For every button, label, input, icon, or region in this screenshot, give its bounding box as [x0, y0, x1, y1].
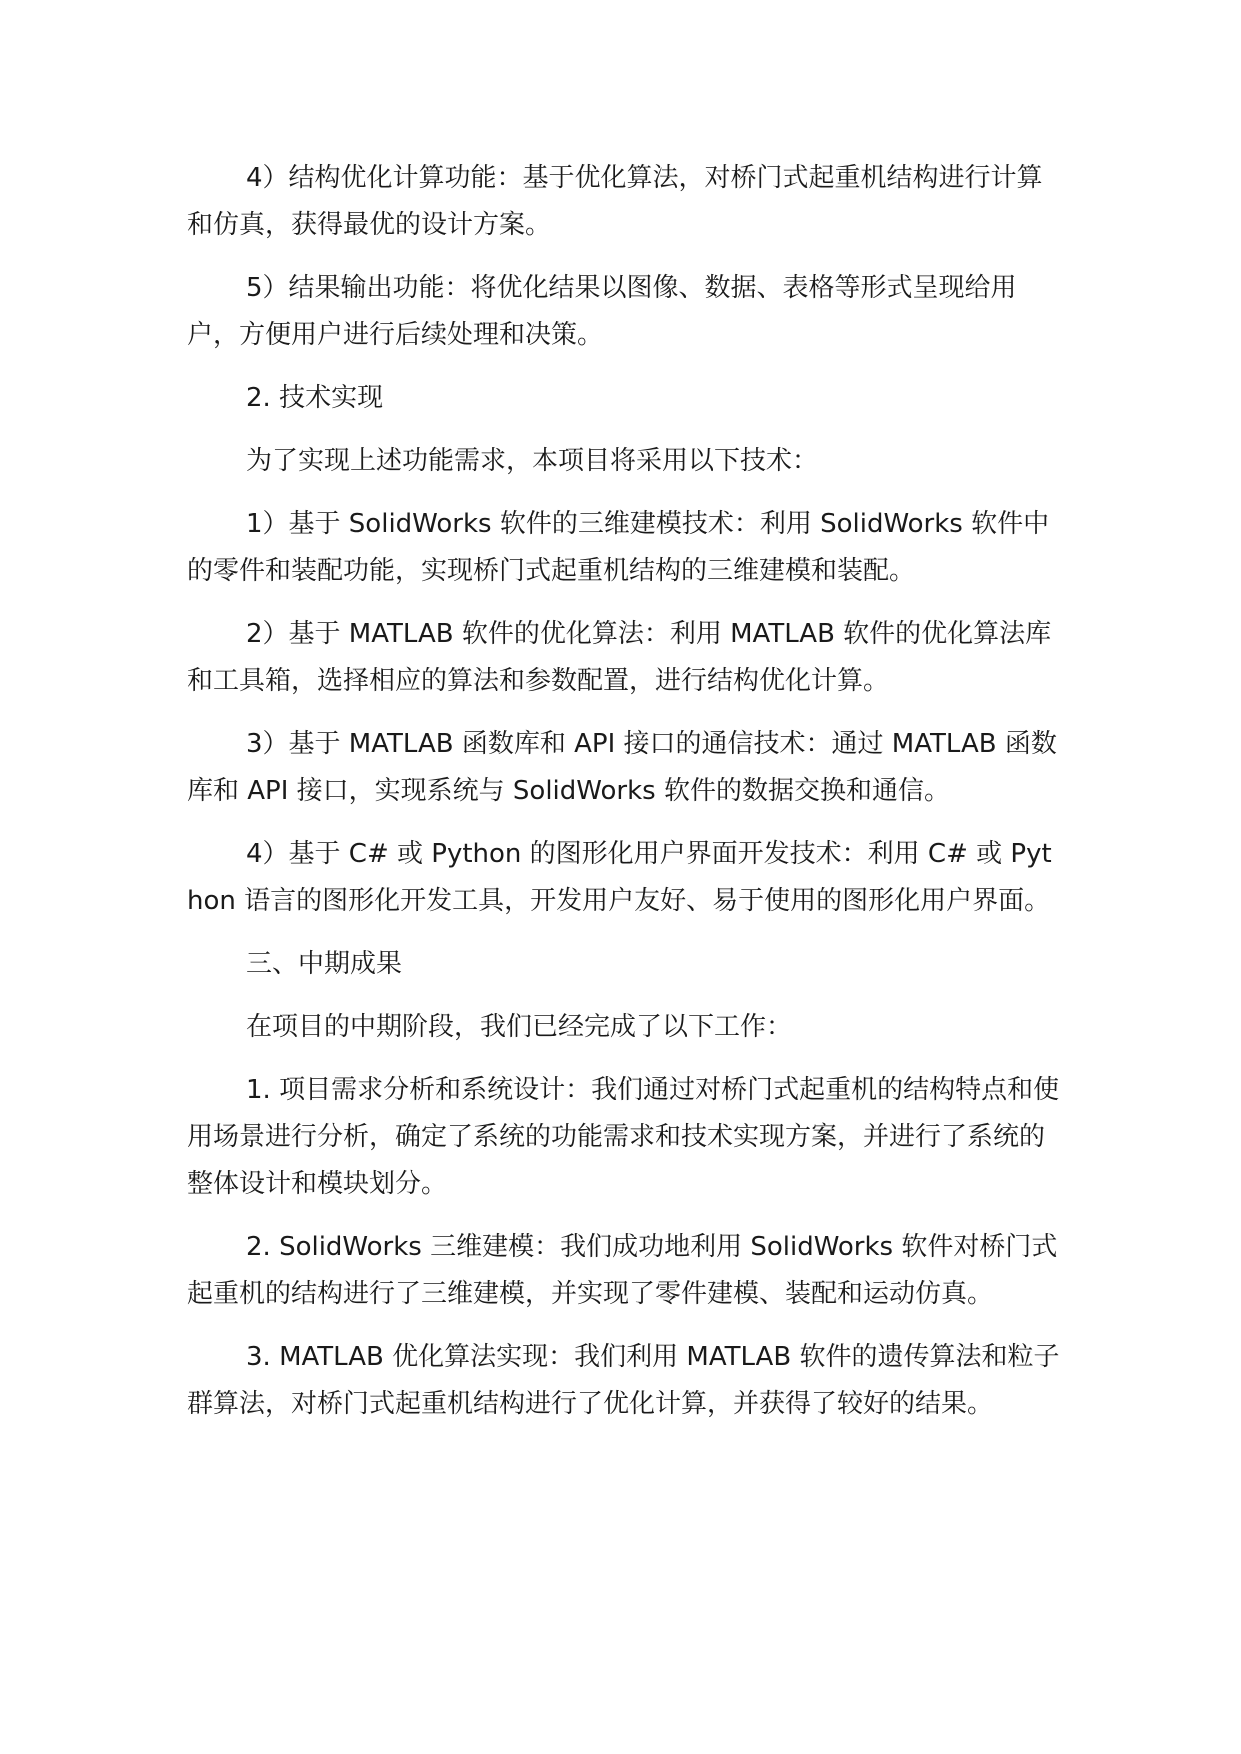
paragraph-tech-solidworks: 1）基于 SolidWorks 软件的三维建模技术：利用 SolidWorks 软件中的零件和装配功能，实现桥门式起重机结构的三维建模和装配。: [187, 509, 1050, 586]
paragraph-optimization-function: 4）结构优化计算功能：基于优化算法，对桥门式起重机结构进行计算和仿真，获得最优的设计方案。: [187, 163, 1043, 240]
paragraph-tech-matlab: 2）基于 MATLAB 软件的优化算法：利用 MATLAB 软件的优化算法库和工具箱，选择相应的算法和参数配置，进行结构优化计算。: [187, 619, 1052, 696]
paragraph-result-modeling: 2. SolidWorks 三维建模：我们成功地利用 SolidWorks 软件对桥门式起重机的结构进行了三维建模，并实现了零件建模、装配和运动仿真。: [187, 1232, 1058, 1309]
paragraph-midterm-intro: 在项目的中期阶段，我们已经完成了以下工作：: [246, 1012, 793, 1042]
paragraph-result-optimization: 3. MATLAB 优化算法实现：我们利用 MATLAB 软件的遗传算法和粒子群算法，对桥门式起重机结构进行了优化计算，并获得了较好的结果。: [187, 1342, 1060, 1419]
paragraph-tech-intro: 为了实现上述功能需求，本项目将采用以下技术：: [246, 446, 819, 476]
paragraph-tech-gui: 4）基于 C# 或 Python 的图形化用户界面开发技术：利用 C# 或 Python 语言的图形化开发工具，开发用户友好、易于使用的图形化用户界面。: [187, 839, 1052, 916]
document-body: [187, 155, 1067, 1444]
paragraph-result-requirements: 1. 项目需求分析和系统设计：我们通过对桥门式起重机的结构特点和使用场景进行分析，确定了系统的功能需求和技术实现方案，并进行了系统的整体设计和模块划分。: [187, 1075, 1060, 1199]
paragraph-output-function: 5）结果输出功能：将优化结果以图像、数据、表格等形式呈现给用户，方便用户进行后续处理和决策。: [187, 273, 1017, 350]
paragraph-tech-api: 3）基于 MATLAB 函数库和 API 接口的通信技术：通过 MATLAB 函数库和 API 接口，实现系统与 SolidWorks 软件的数据交换和通信。: [187, 729, 1057, 806]
heading-technical-implementation: 2. 技术实现: [246, 383, 384, 413]
heading-midterm-results: 三、中期成果: [246, 949, 403, 979]
